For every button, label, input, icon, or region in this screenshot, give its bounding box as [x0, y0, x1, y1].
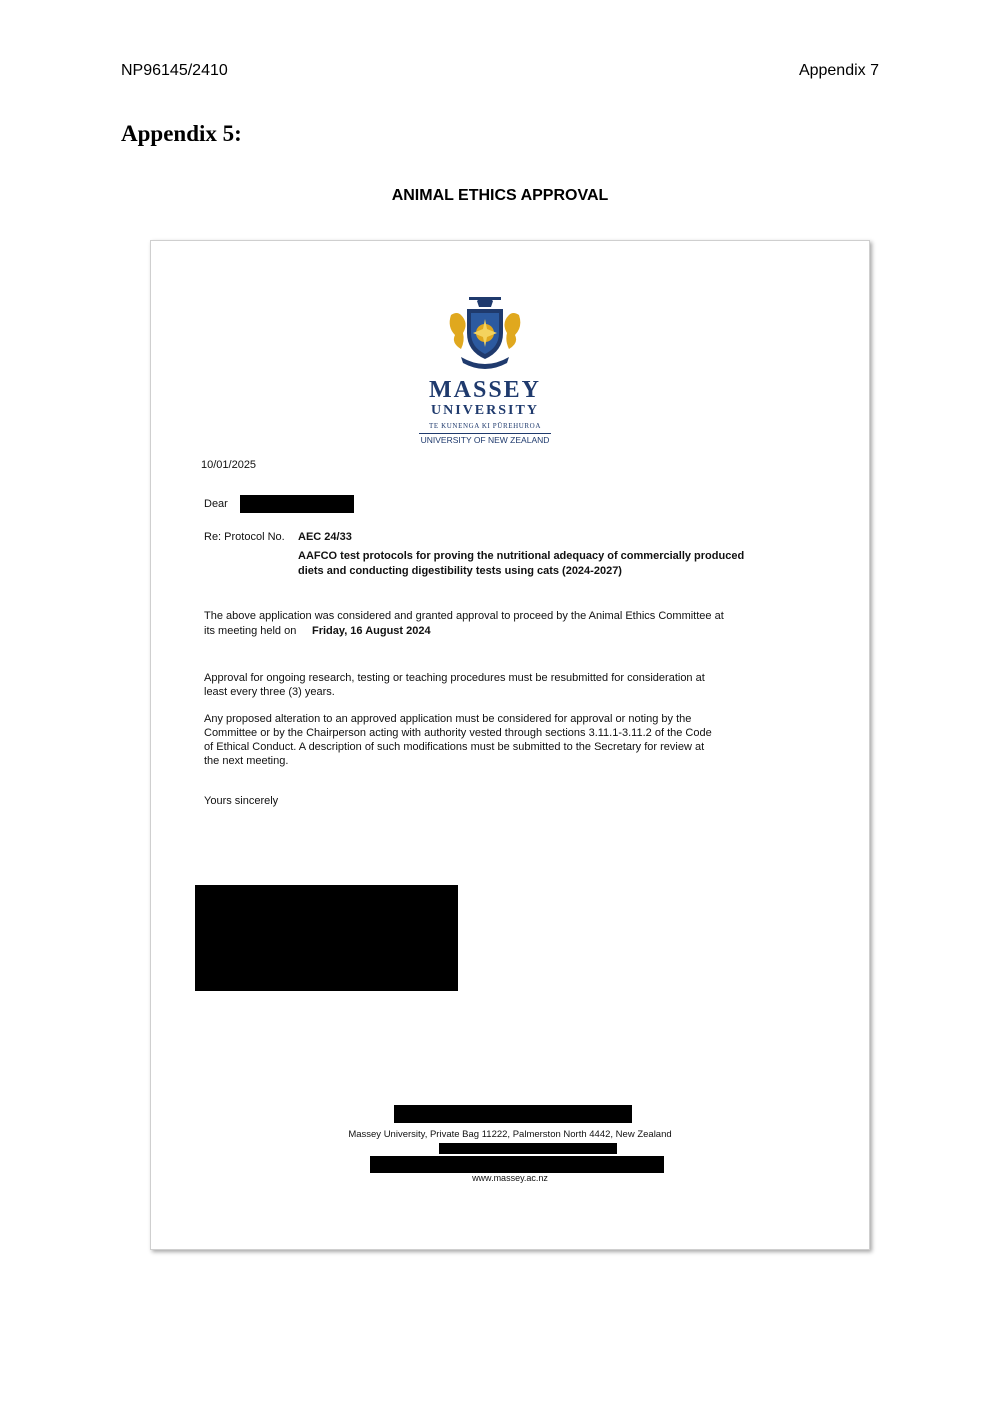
redaction-signature	[195, 885, 458, 991]
letter-date: 10/01/2025	[201, 459, 257, 471]
closing: Yours sincerely	[204, 795, 279, 807]
para1-line1: The above application was considered and granted approval to proceed by the Animal Ethics Committee at	[204, 610, 724, 622]
para2-line1: Approval for ongoing research, testing or teaching procedures must be resubmitted for consideration at	[204, 672, 705, 684]
logo-maori-name: TE KUNENGA KI PŪREHUROA	[429, 422, 541, 430]
re-label: Re: Protocol No.	[204, 531, 285, 543]
logo-university: UNIVERSITY	[431, 403, 539, 418]
meeting-date: Friday, 16 August 2024	[312, 625, 431, 637]
footer-address: Massey University, Private Bag 11222, Palmerston North 4442, New Zealand	[348, 1129, 672, 1140]
para1-line2: its meeting held on	[204, 625, 297, 637]
approval-letter-image	[150, 240, 870, 1250]
redaction-recipient	[240, 495, 354, 513]
document-reference: NP96145/2410	[121, 62, 228, 79]
appendix-label: Appendix 7	[798, 62, 879, 79]
redaction-footer-top	[394, 1105, 632, 1123]
massey-crest-icon	[447, 293, 523, 371]
para3-line4: the next meeting.	[204, 755, 289, 767]
para2-line2: least every three (3) years.	[204, 686, 335, 698]
protocol-number: AEC 24/33	[298, 531, 352, 543]
redaction-footer-bottom	[370, 1156, 664, 1173]
massey-logo	[419, 377, 551, 446]
salutation: Dear	[204, 498, 228, 510]
redaction-footer-mid	[439, 1143, 617, 1154]
para3-line3: of Ethical Conduct. A description of such modifications must be submitted to the Secretary for review at	[204, 741, 705, 753]
section-title: ANIMAL ETHICS APPROVAL	[391, 187, 609, 204]
para3-line2: Committee or by the Chairperson acting with authority vested through sections 3.11.1-3.11.2 of the Code	[204, 727, 712, 739]
protocol-title-line-1: AAFCO test protocols for proving the nutritional adequacy of commercially produced	[298, 550, 745, 562]
logo-divider	[419, 433, 551, 434]
protocol-title-line-2: diets and conducting digestibility tests using cats (2024-2027)	[298, 565, 622, 577]
footer-website: www.massey.ac.nz	[472, 1173, 548, 1183]
para3-line1: Any proposed alteration to an approved application must be considered for approval or noting by the	[204, 713, 692, 725]
logo-name: MASSEY	[428, 377, 542, 403]
page-title: Appendix 5:	[121, 121, 242, 146]
logo-subtitle: UNIVERSITY OF NEW ZEALAND	[420, 435, 550, 445]
